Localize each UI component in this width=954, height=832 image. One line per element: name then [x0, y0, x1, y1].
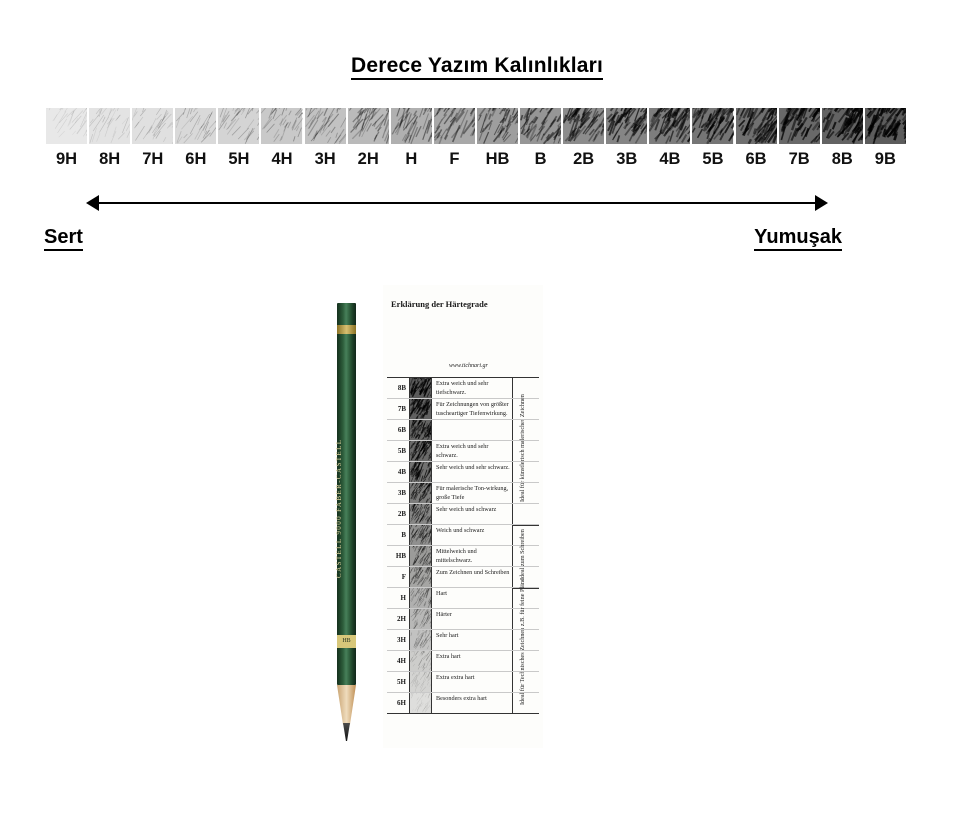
chart-url: www.tichnari.gr — [449, 363, 488, 369]
row-tone-patch — [409, 588, 432, 608]
group-label: Ideal für Technisches Zeichnen z.B. für feine Pläne — [519, 578, 526, 705]
grade-swatch — [865, 108, 906, 144]
grade-label: 8B — [831, 150, 853, 168]
row-group-cell — [512, 578, 539, 705]
table-row — [387, 399, 539, 420]
grade-label: H — [405, 150, 418, 168]
pencil-brand-text: CASTELL 9000 FABER-CASTELL — [335, 438, 343, 578]
swatch-texture — [46, 108, 87, 144]
row-grade-code: HB — [395, 552, 406, 560]
page-title-text: Derece Yazım Kalınlıkları — [351, 54, 603, 80]
table-row — [387, 504, 539, 525]
row-grade-code: 5H — [397, 678, 406, 686]
soft-end-label-text: Yumuşak — [754, 226, 842, 251]
chart-title: Erklärung der Härtegrade — [391, 299, 488, 309]
table-row — [387, 420, 539, 441]
pencil-graphite-tip — [343, 723, 350, 741]
table-row — [387, 630, 539, 651]
row-grade-code: 4H — [397, 657, 406, 665]
hardness-grade-chart — [383, 285, 543, 748]
row-group-cell — [512, 378, 539, 502]
grade-swatch — [477, 108, 518, 144]
swatch-texture — [391, 108, 432, 144]
grade-swatch — [692, 108, 733, 144]
row-tone-patch — [409, 399, 432, 419]
row-grade-code: 3B — [397, 489, 406, 497]
grade-label: F — [449, 150, 460, 168]
group-label: Ideal zum Schreiben — [519, 529, 526, 581]
row-group-cell — [512, 693, 539, 713]
grade-label: 9H — [56, 150, 78, 168]
grade-label: 8H — [99, 150, 121, 168]
row-grade-code: B — [401, 531, 406, 539]
row-tone-patch — [409, 693, 432, 713]
swatch-texture — [520, 108, 561, 144]
hard-end-label-text: Sert — [44, 226, 83, 251]
row-tone-patch — [409, 420, 432, 440]
row-grade-code: 4B — [397, 468, 406, 476]
grade-swatch — [261, 108, 302, 144]
grade-label: 7B — [788, 150, 810, 168]
row-grade-code: 6B — [397, 426, 406, 434]
table-row — [387, 567, 539, 588]
grade-swatch — [218, 108, 259, 144]
table-row — [387, 483, 539, 504]
pencil-wood-cone — [337, 685, 356, 725]
pencil-photo — [325, 285, 550, 750]
row-grade-code: 2B — [397, 510, 406, 518]
row-description: Hart — [436, 590, 447, 597]
pencil-grade-label-row — [46, 150, 908, 169]
grade-label: 4H — [271, 150, 293, 168]
swatch-texture — [305, 108, 346, 144]
row-group-cell — [512, 672, 539, 692]
row-tone-patch — [409, 525, 432, 545]
grade-swatch — [132, 108, 173, 144]
row-group-cell — [512, 546, 539, 566]
swatch-texture — [649, 108, 690, 144]
arrow-right-head-icon — [815, 195, 828, 211]
grade-label: 9B — [874, 150, 896, 168]
row-tone-patch — [409, 567, 432, 587]
pencil-grade-stamp: HB — [337, 635, 356, 648]
page-title — [0, 54, 954, 78]
row-group-cell — [512, 483, 539, 503]
grade-label: 4B — [659, 150, 681, 168]
row-group-cell — [512, 609, 539, 629]
row-description: Weich und schwarz — [436, 527, 485, 534]
swatch-texture — [477, 108, 518, 144]
row-description: Härter — [436, 611, 452, 618]
grade-label: 6B — [745, 150, 767, 168]
table-row — [387, 609, 539, 630]
row-grade-code: 6H — [397, 699, 406, 707]
grade-swatch — [46, 108, 87, 144]
table-row — [387, 651, 539, 672]
row-tone-patch — [409, 546, 432, 566]
grade-swatch — [348, 108, 389, 144]
swatch-texture — [434, 108, 475, 144]
grade-label: HB — [485, 150, 510, 168]
row-group-cell — [512, 462, 539, 482]
grade-swatch — [736, 108, 777, 144]
table-row — [387, 441, 539, 462]
row-tone-patch — [409, 462, 432, 482]
pencil-illustration — [333, 303, 359, 743]
row-tone-patch — [409, 483, 432, 503]
row-description — [432, 420, 512, 440]
row-description: Besonders extra hart — [436, 695, 487, 702]
row-description: Sehr weich und sehr schwarz. — [436, 464, 510, 471]
pencil-grade-swatch-strip — [46, 108, 908, 144]
row-tone-patch — [409, 672, 432, 692]
row-grade-code: H — [400, 594, 406, 602]
grade-label: 2H — [357, 150, 379, 168]
swatch-texture — [822, 108, 863, 144]
row-group-cell — [512, 630, 539, 650]
swatch-texture — [779, 108, 820, 144]
row-description: Sehr weich und schwarz — [436, 506, 497, 513]
swatch-texture — [175, 108, 216, 144]
row-grade-code: 8B — [397, 384, 406, 392]
swatch-texture — [348, 108, 389, 144]
row-tone-patch — [409, 504, 432, 524]
row-description: Extra extra hart — [436, 674, 475, 681]
row-group-cell — [512, 420, 539, 440]
row-description: Extra hart — [436, 653, 461, 660]
group-label: Ideal für künstlerisch malerisches Zeichnen — [519, 394, 526, 502]
row-description: Zum Zeichnen und Schreiben — [436, 569, 510, 576]
row-tone-patch — [409, 441, 432, 461]
grade-swatch — [89, 108, 130, 144]
grade-swatch — [649, 108, 690, 144]
row-description: Sehr hart — [436, 632, 459, 639]
grade-label: B — [534, 150, 547, 168]
grade-swatch — [305, 108, 346, 144]
row-description: Extra weich und sehr schwarz. — [436, 443, 489, 460]
soft-end-label — [754, 226, 842, 249]
group-separator — [513, 588, 539, 589]
row-tone-patch — [409, 651, 432, 671]
table-row — [387, 462, 539, 483]
table-row — [387, 693, 539, 713]
grade-label: 3B — [616, 150, 638, 168]
hardness-softness-arrow — [86, 192, 828, 214]
grade-label: 3H — [314, 150, 336, 168]
grade-label: 6H — [185, 150, 207, 168]
swatch-texture — [563, 108, 604, 144]
row-group-cell — [512, 504, 539, 524]
row-tone-patch — [409, 609, 432, 629]
row-grade-code: 3H — [397, 636, 406, 644]
pencil-gold-band — [337, 325, 356, 334]
swatch-texture — [865, 108, 906, 144]
group-separator — [513, 525, 539, 526]
swatch-texture — [692, 108, 733, 144]
row-grade-code: 5B — [397, 447, 406, 455]
row-group-cell — [512, 651, 539, 671]
row-tone-patch — [409, 378, 432, 398]
swatch-texture — [218, 108, 259, 144]
grade-swatch — [391, 108, 432, 144]
row-group-cell — [512, 525, 539, 581]
swatch-texture — [261, 108, 302, 144]
row-description: Für Zeichnungen von größter tuscheartiger Tiefenwirkung. — [436, 401, 509, 418]
swatch-texture — [736, 108, 777, 144]
swatch-texture — [89, 108, 130, 144]
grade-swatch — [563, 108, 604, 144]
row-description: Mittelweich und mittelschwarz. — [436, 548, 477, 565]
row-tone-patch — [409, 630, 432, 650]
grade-label: 2B — [573, 150, 595, 168]
row-description: Für malerische Ton-wirkung, große Tiefe — [436, 485, 509, 502]
grade-swatch — [434, 108, 475, 144]
grade-label: 5H — [228, 150, 250, 168]
arrow-line — [96, 202, 818, 204]
row-description: Extra weich und sehr tiefschwarz. — [436, 380, 489, 397]
grade-swatch — [606, 108, 647, 144]
row-group-cell — [512, 441, 539, 461]
table-row — [387, 546, 539, 567]
grade-swatch — [779, 108, 820, 144]
table-row — [387, 672, 539, 693]
grade-label: 5B — [702, 150, 724, 168]
chart-grade-table — [387, 377, 539, 714]
row-grade-code: 7B — [397, 405, 406, 413]
swatch-texture — [132, 108, 173, 144]
row-grade-code: 2H — [397, 615, 406, 623]
row-group-cell — [512, 399, 539, 419]
row-grade-code: F — [401, 573, 406, 581]
grade-label: 7H — [142, 150, 164, 168]
swatch-texture — [606, 108, 647, 144]
grade-swatch — [520, 108, 561, 144]
grade-swatch — [175, 108, 216, 144]
grade-swatch — [822, 108, 863, 144]
hard-end-label — [44, 226, 83, 249]
